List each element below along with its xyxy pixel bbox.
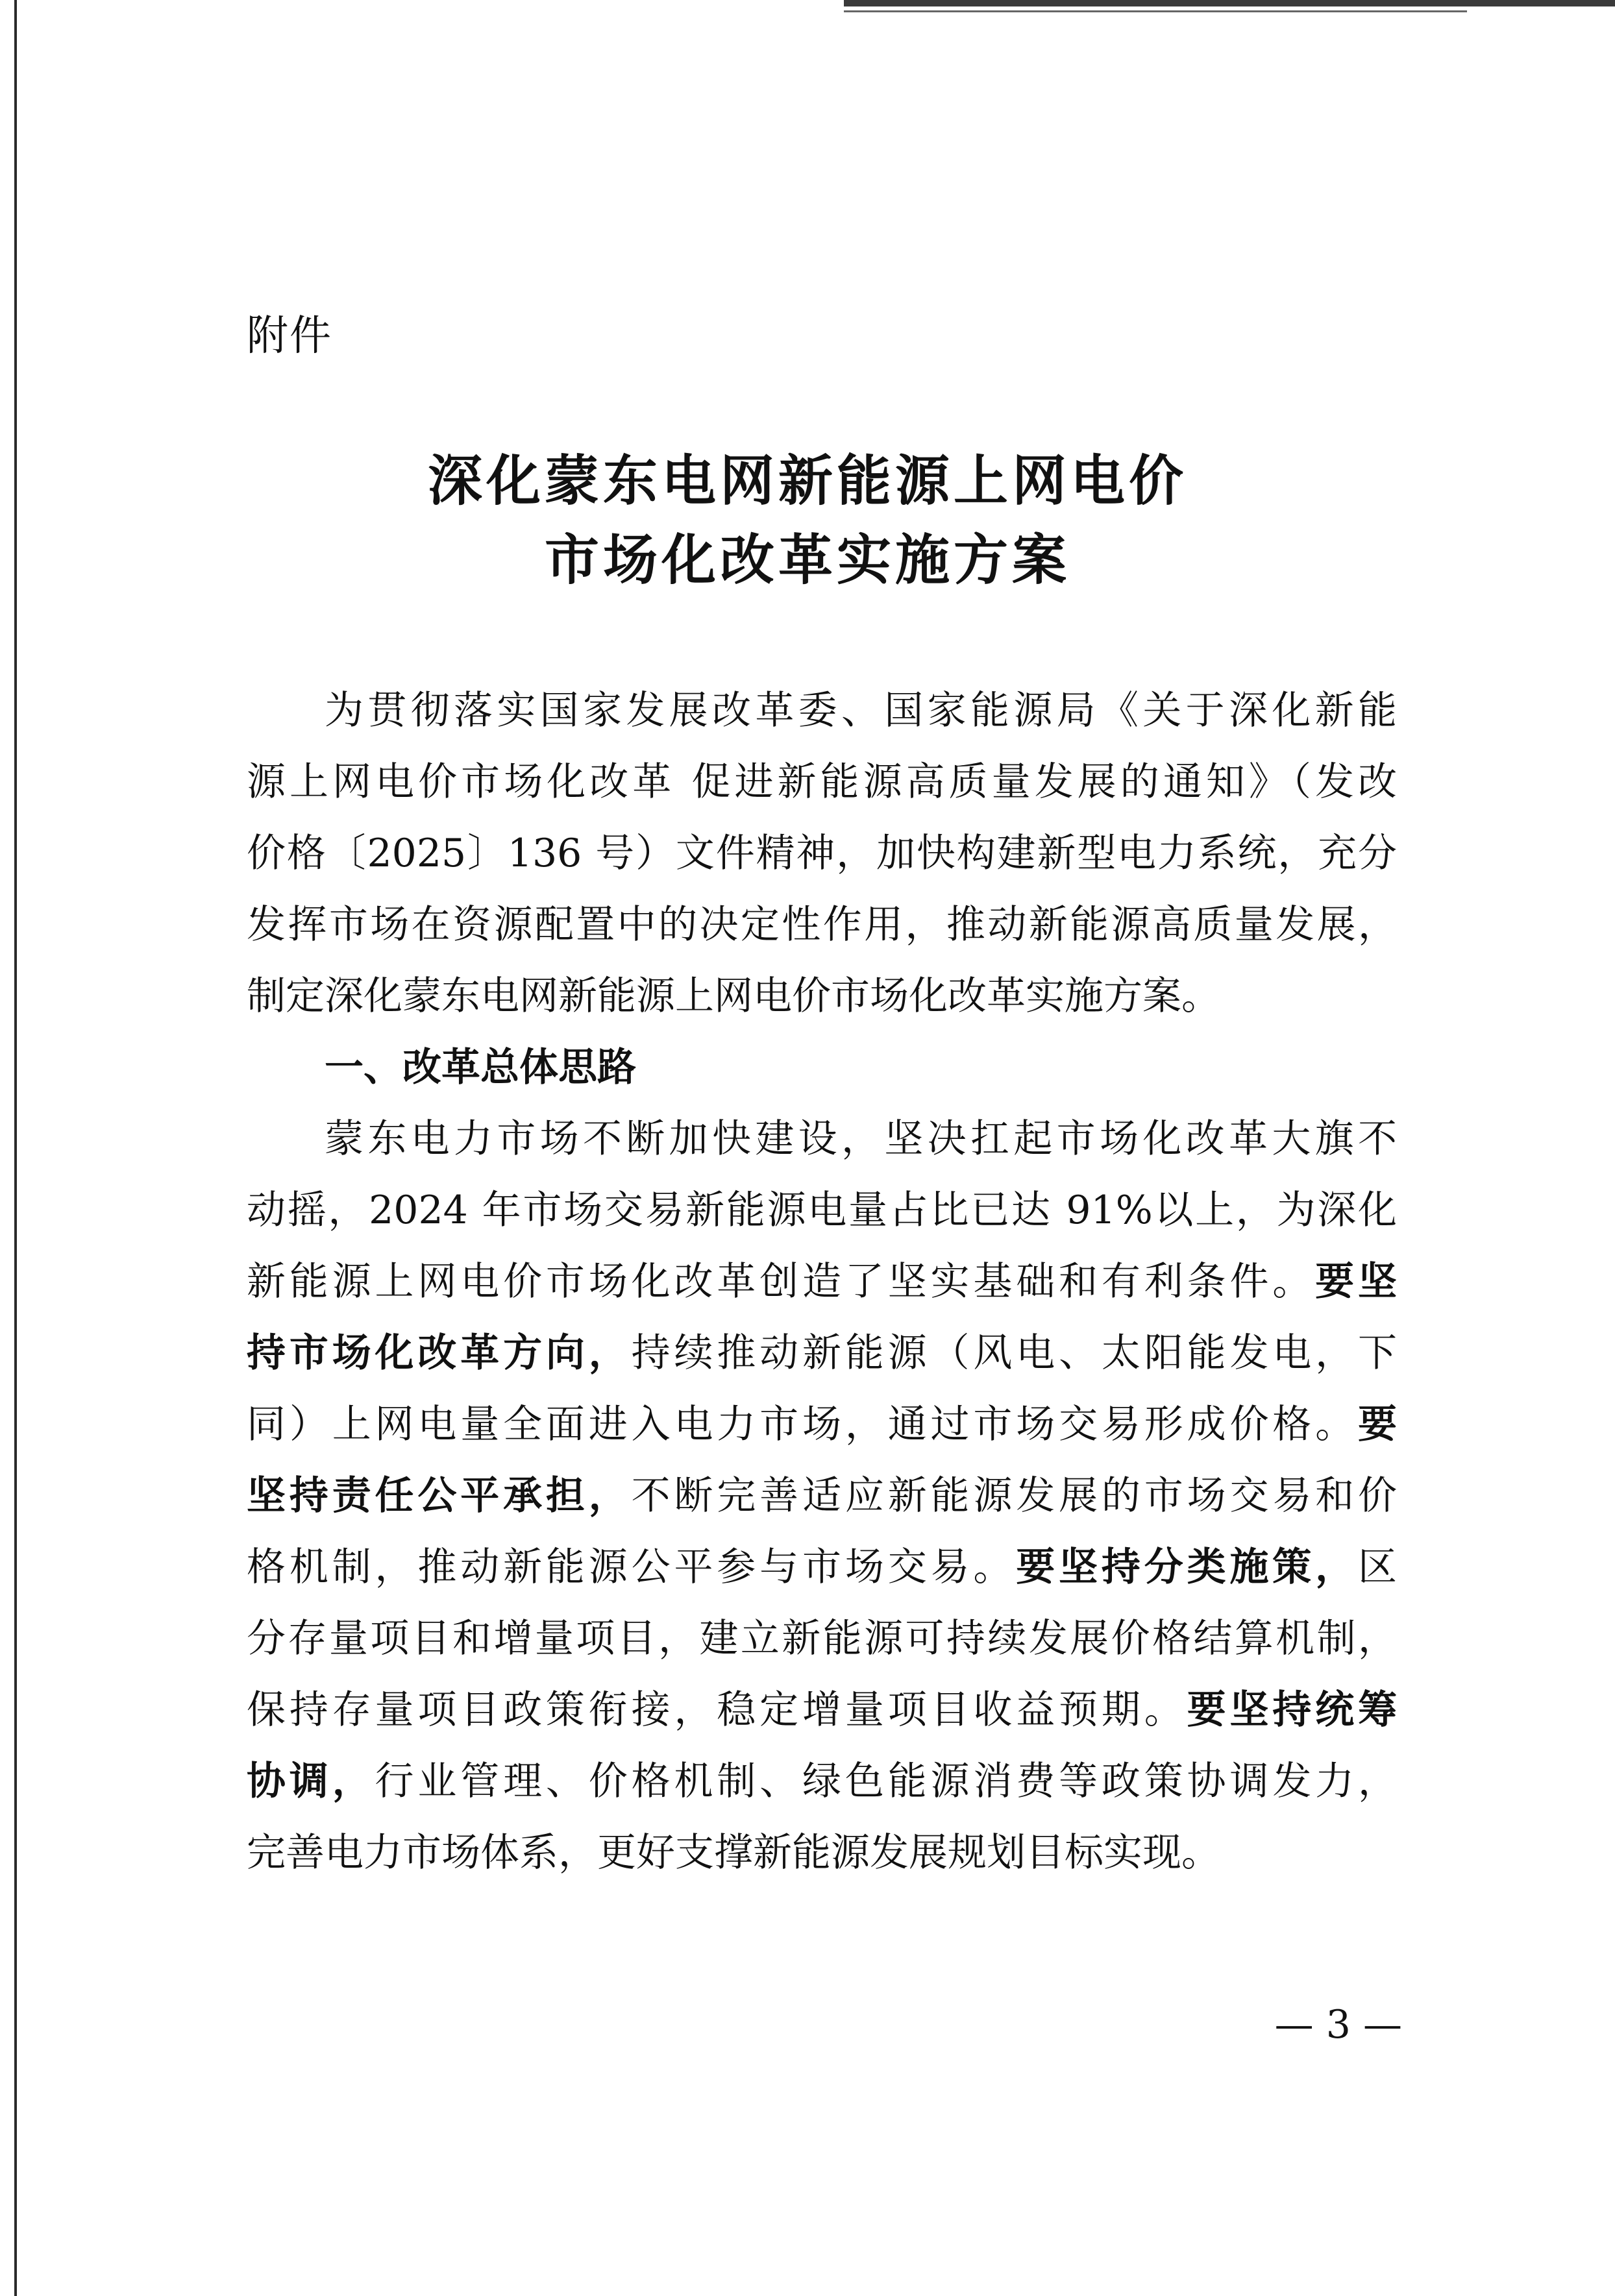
- scan-edge-left: [14, 0, 17, 2296]
- document-body: [247, 675, 1397, 1888]
- bold-text-run: 要坚持分类施策，: [1016, 1545, 1359, 1590]
- section1-line-8: 分存量项目和增量项目，建立新能源可持续发展价格结算机制，: [247, 1616, 1397, 1661]
- bold-text-run: 要坚: [1315, 1259, 1398, 1304]
- text-run: 新能源上网电价市场化改革创造了坚实基础和有利条件。: [247, 1259, 1316, 1304]
- bold-text-run: 要坚持统筹: [1187, 1687, 1398, 1733]
- intro-line-5: 制定深化蒙东电网新能源上网电价市场化改革实施方案。: [247, 973, 1220, 1019]
- section1-line-2: 动摇，2024 年市场交易新能源电量占比已达 91%以上，为深化: [247, 1188, 1397, 1233]
- section1-line-5: [247, 1389, 1397, 1460]
- scan-edge-top-line: [844, 10, 1467, 12]
- section1-line-9: [247, 1674, 1397, 1746]
- section1-line-4: [247, 1317, 1397, 1389]
- section1-line-3: [247, 1246, 1397, 1317]
- bold-text-run: 坚持责任公平承担，: [247, 1473, 632, 1519]
- intro-line-4: 发挥市场在资源配置中的决定性作用，推动新能源高质量发展，: [247, 902, 1397, 947]
- section1-line-7: [247, 1532, 1397, 1603]
- text-run: 不断完善适应新能源发展的市场交易和价: [631, 1473, 1398, 1519]
- bold-text-run: 协调，: [247, 1759, 375, 1804]
- text-run: 格机制，推动新能源公平参与市场交易。: [247, 1545, 1017, 1590]
- text-run: 同）上网电量全面进入电力市场，通过市场交易形成价格。: [247, 1402, 1358, 1447]
- section-heading-1: 一、改革总体思路: [325, 1045, 636, 1090]
- text-run: 持续推动新能源（风电、太阳能发电，下: [631, 1330, 1398, 1376]
- section1-line-10: [247, 1746, 1397, 1817]
- section1-line-6: [247, 1460, 1397, 1532]
- document-title-line-2: 市场化改革实施方案: [544, 528, 1070, 592]
- intro-line-1: 为贯彻落实国家发展改革委、国家能源局《关于深化新能: [325, 688, 1397, 733]
- text-run: 区: [1358, 1545, 1398, 1590]
- scan-edge-top: [844, 0, 1615, 6]
- bold-text-run: 要: [1358, 1402, 1397, 1447]
- intro-line-2: 源上网电价市场化改革 促进新能源高质量发展的通知》（发改: [247, 759, 1397, 805]
- text-run: 行业管理、价格机制、绿色能源消费等政策协调发力，: [375, 1759, 1398, 1804]
- attachment-label: 附件: [247, 312, 332, 360]
- bold-text-run: 持市场化改革方向，: [247, 1330, 632, 1376]
- document-title-line-1: 深化蒙东电网新能源上网电价: [427, 449, 1187, 513]
- section1-line-1: 蒙东电力市场不断加快建设，坚决扛起市场化改革大旗不: [325, 1116, 1397, 1162]
- page-number: — 3 —: [1274, 2002, 1402, 2047]
- text-run: 保持存量项目政策衔接，稳定增量项目收益预期。: [247, 1687, 1187, 1733]
- section1-line-11: 完善电力市场体系，更好支撑新能源发展规划目标实现。: [247, 1830, 1220, 1875]
- intro-line-3: 价格〔2025〕136 号）文件精神，加快构建新型电力系统，充分: [247, 831, 1397, 876]
